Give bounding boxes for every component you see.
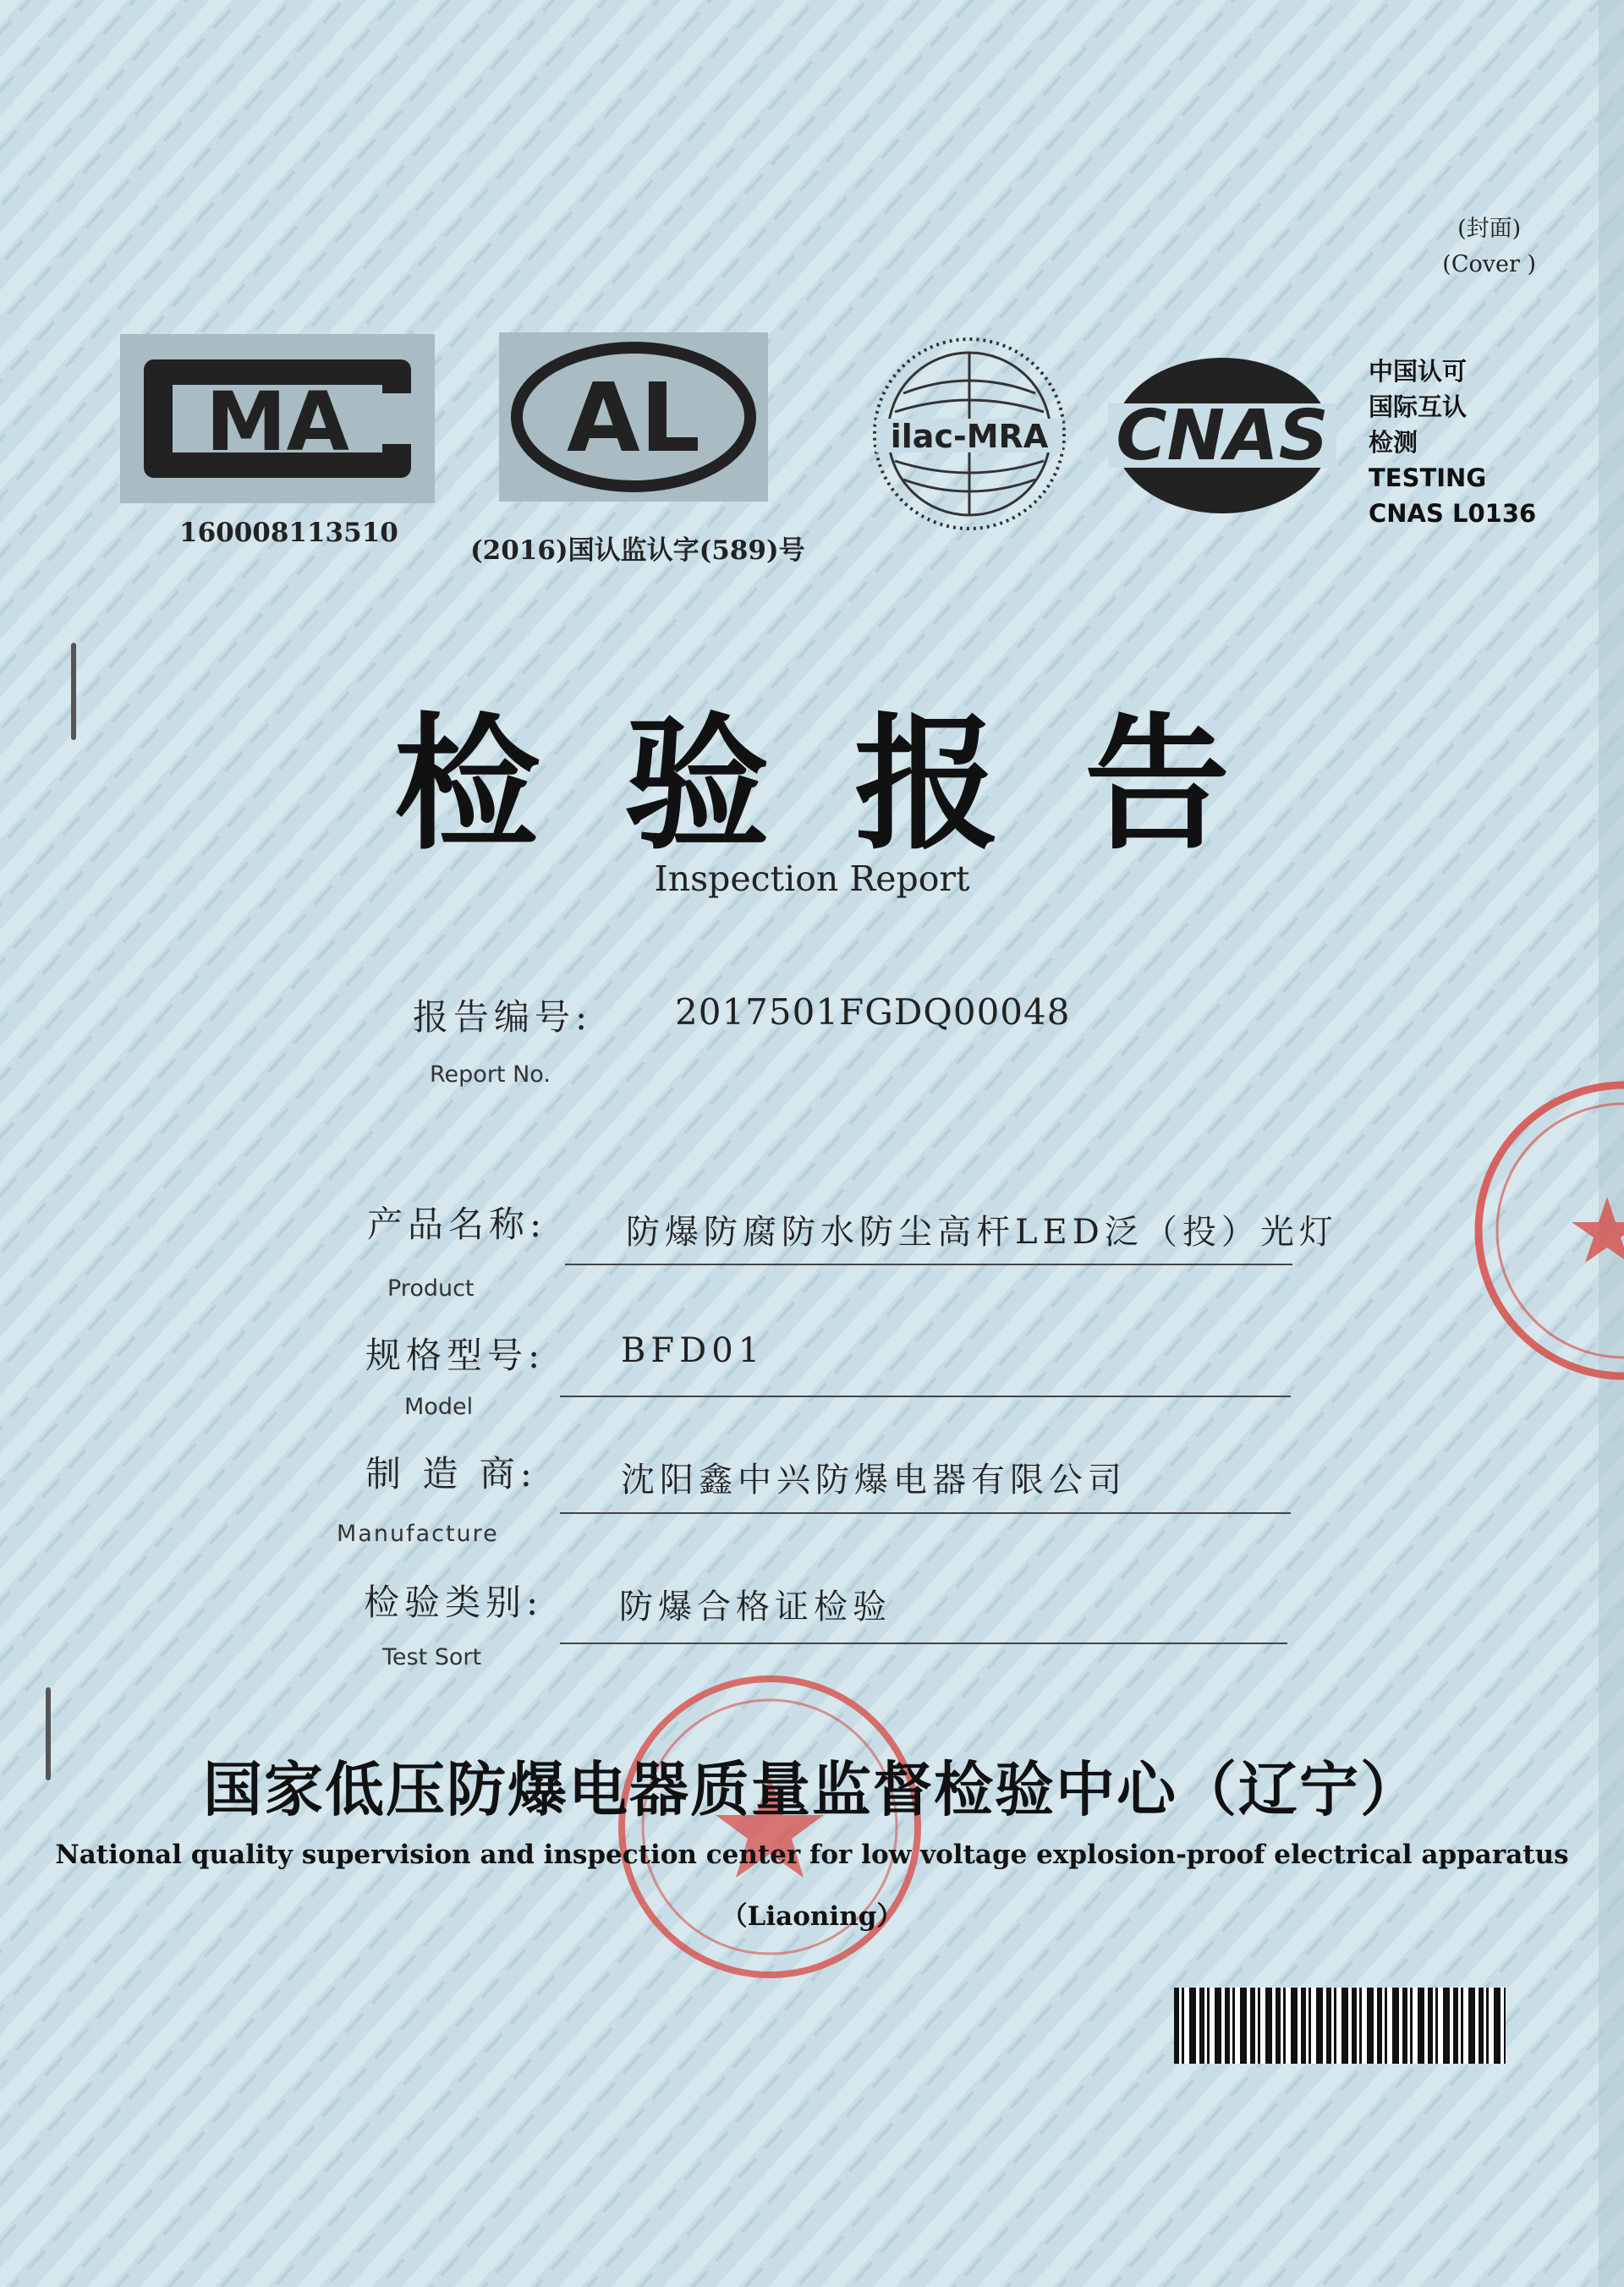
ilac-mra-logo: [870, 334, 1069, 537]
cma-number: 160008113510: [179, 518, 398, 548]
model-label-en: Model: [404, 1394, 474, 1420]
organization-name-cn: 国家低压防爆电器质量监督检验中心（辽宁）: [203, 1755, 1421, 1824]
cnas-line: 国际互认: [1369, 392, 1468, 421]
svg-text:CNAS: CNAS: [1116, 396, 1329, 476]
test-sort-value: 防爆合格证检验: [619, 1588, 892, 1626]
report-title: 检验报告: [394, 699, 1314, 869]
red-seal-icon: [1463, 1070, 1624, 1391]
svg-text:ilac-MRA: ilac-MRA: [890, 418, 1049, 455]
svg-text:AL: AL: [566, 364, 701, 474]
product-label: 产品名称:: [367, 1204, 547, 1245]
model-label: 规格型号:: [365, 1335, 546, 1376]
cover-label-en: (Cover ): [1442, 251, 1536, 277]
manufacturer-label: 制 造 商:: [365, 1453, 537, 1495]
cnas-line: CNAS L0136: [1369, 499, 1537, 528]
report-subtitle: Inspection Report: [654, 858, 970, 899]
product-value: 防爆防腐防水防尘高杆LED泛（投）光灯: [626, 1213, 1338, 1252]
model-value: BFD01: [621, 1331, 765, 1370]
cnas-mark-icon: [1108, 351, 1336, 520]
cal-caption: (2016)国认监认字(589)号: [470, 535, 805, 566]
cnas-line: 检测: [1369, 428, 1418, 457]
report-no-label-en: Report No.: [430, 1061, 551, 1088]
cal-mark-icon: [499, 332, 768, 502]
test-sort-label-en: Test Sort: [382, 1644, 482, 1670]
product-label-en: Product: [387, 1275, 475, 1302]
ilac-globe-icon: [870, 334, 1069, 534]
cma-mark-icon: [120, 334, 435, 503]
cover-label: [1442, 211, 1536, 282]
model-underline: [560, 1396, 1291, 1397]
report-no-label: 报告编号:: [413, 996, 593, 1038]
test-sort-underline: [560, 1643, 1287, 1644]
cma-logo: [120, 334, 435, 507]
report-no-value: 2017501FGDQ00048: [675, 991, 1071, 1033]
barcode: [1174, 1988, 1506, 2064]
cnas-logo: [1108, 351, 1336, 524]
svg-text:MA: MA: [206, 375, 349, 469]
product-underline: [565, 1264, 1292, 1265]
organization-name-en: National quality supervision and inspection center for low voltage explosion-proof electrical apparatus: [55, 1840, 1569, 1870]
cal-logo: [499, 332, 768, 505]
test-sort-label: 检验类别:: [364, 1582, 544, 1623]
cnas-line: 中国认可: [1369, 357, 1468, 386]
cnas-line: TESTING: [1369, 463, 1487, 492]
manufacturer-value: 沈阳鑫中兴防爆电器有限公司: [621, 1461, 1127, 1500]
cnas-text-block: [1369, 354, 1536, 531]
manufacturer-label-en: Manufacture: [337, 1521, 499, 1547]
cover-label-cn: (封面): [1457, 216, 1522, 242]
organization-region: （Liaoning）: [721, 1901, 903, 1932]
manufacturer-underline: [560, 1512, 1291, 1514]
